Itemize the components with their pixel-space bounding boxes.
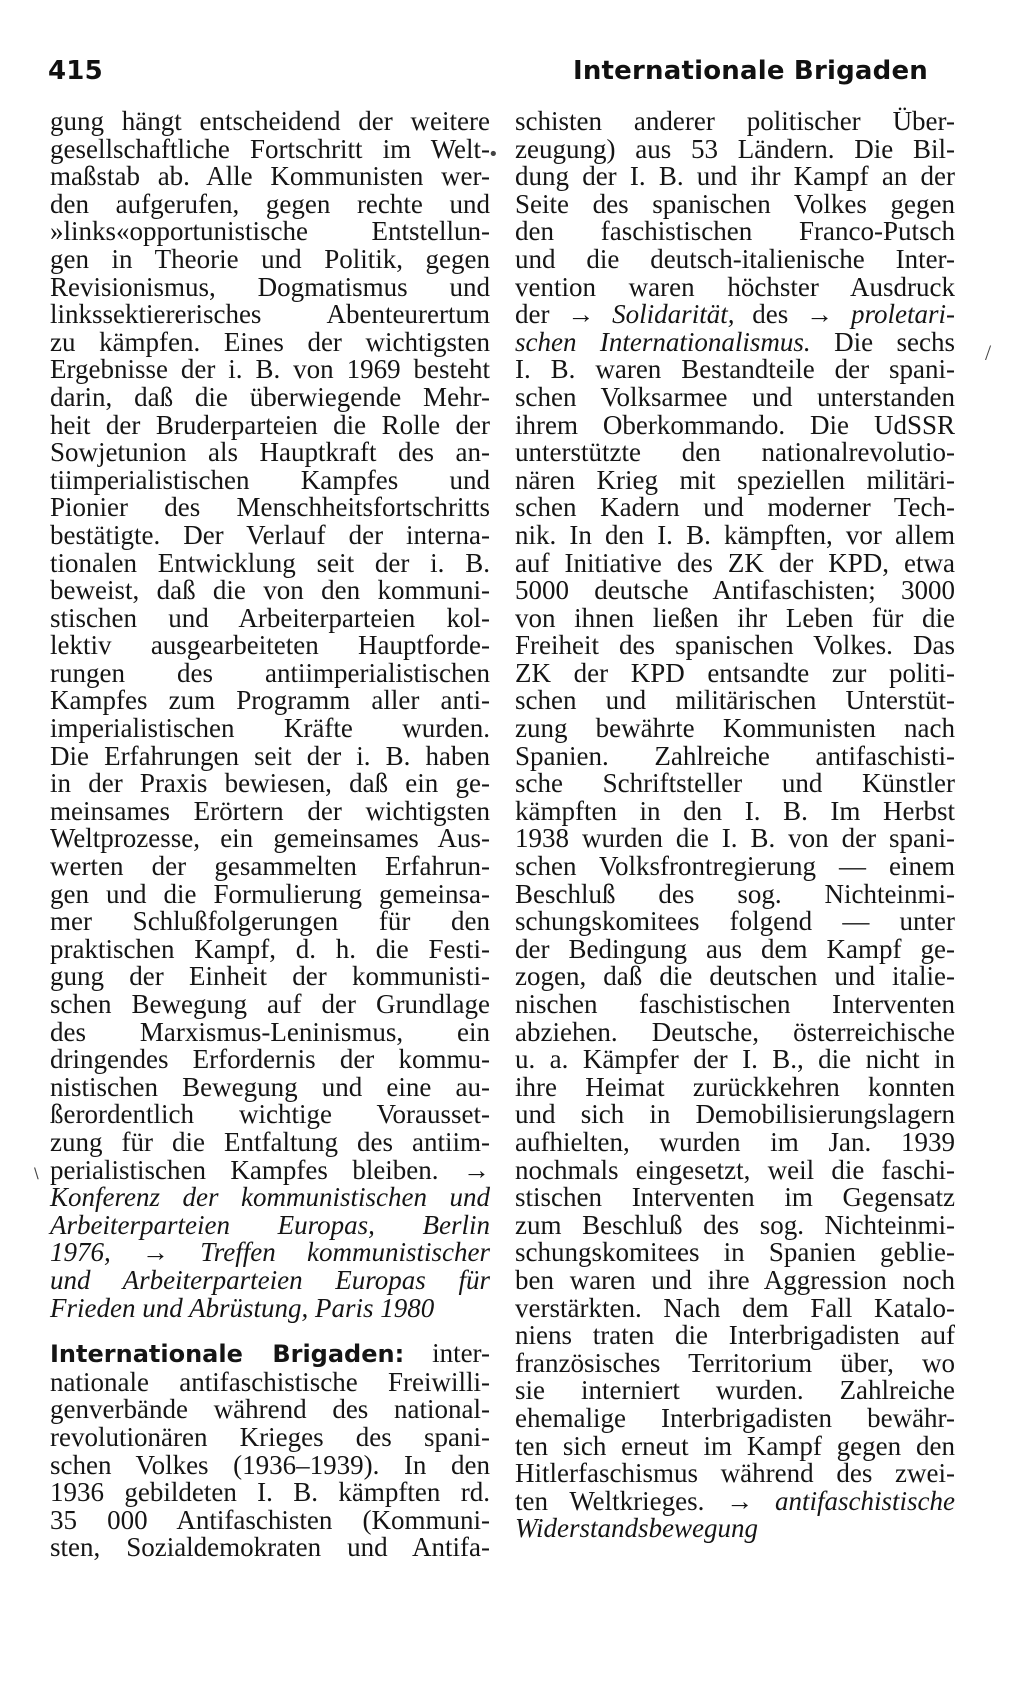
text-line: zung bewährte Kommunisten nach [515, 713, 955, 744]
text-line: vention waren höchster Ausdruck [515, 271, 955, 302]
text-line: werten der gesammelten Erfahrun- [50, 851, 490, 882]
text-line: nik. In den I. B. kämpften, vor allem [515, 519, 955, 550]
text-line: ihre Heimat zurückkehren konnten [515, 1071, 955, 1102]
cross-reference-widerstand-cont: Widerstandsbewegung [515, 1513, 758, 1544]
text-line: schen und militärischen Unterstüt- [515, 685, 955, 716]
entry-first-line-rest: inter- [404, 1338, 490, 1369]
text-line: 35 000 Antifaschisten (Kommuni- [50, 1504, 490, 1535]
left-column [50, 108, 490, 1562]
text-line: 1936 gebildeten I. B. kämpften rd. [50, 1477, 490, 1508]
cross-reference-widerstand: → antifaschistische [726, 1485, 955, 1516]
text-line: linkssektiererisches Abenteurertum [50, 299, 490, 330]
text-line: ßerordentlich wichtige Vorausset- [50, 1099, 490, 1130]
text-line: und sich in Demobilisierungslagern [515, 1099, 955, 1130]
text-line: 1938 wurden die I. B. von der spani- [515, 823, 955, 854]
text-line: stischen und Arbeiterparteien kol- [50, 602, 490, 633]
cross-reference-line: 1976, → Treffen kommunistischer [50, 1237, 490, 1268]
text-line: zum Beschluß des sog. Nichteinmi- [515, 1209, 955, 1240]
text-line: Pionier des Menschheitsfortschritts [50, 492, 490, 523]
text-line: 5000 deutsche Antifaschisten; 3000 [515, 575, 955, 606]
text-line: schungskomitees folgend — unter [515, 906, 955, 937]
text-fragment: des [734, 299, 807, 330]
text-line: imperialistischen Kräfte wurden. [50, 713, 490, 744]
text-line: I. B. waren Bestandteile der spani- [515, 354, 955, 385]
text-line: dung der I. B. und ihr Kampf an der [515, 161, 955, 192]
text-line: ten sich erneut im Kampf gegen den [515, 1430, 955, 1461]
text-fragment: ten Weltkrieges. [515, 1485, 727, 1516]
text-line: genverbände während des national- [50, 1394, 490, 1425]
text-line-with-references [515, 1485, 955, 1516]
text-line: Kampfes zum Programm aller anti- [50, 685, 490, 716]
text-line: und die deutsch-italienische Inter- [515, 243, 955, 274]
text-line: beweist, daß die von den kommuni- [50, 575, 490, 606]
text-line: darin, daß die überwiegende Mehr- [50, 381, 490, 412]
entry-headword: Internationale Brigaden: [50, 1340, 405, 1369]
text-line: unterstützte den nationalrevolutio- [515, 437, 955, 468]
text-fragment: der [515, 299, 568, 330]
right-column [515, 108, 955, 1543]
text-line: Spanien. Zahlreiche antifaschisti- [515, 740, 955, 771]
text-line: rungen des antiimperialistischen [50, 657, 490, 688]
running-title: Internationale Brigaden [572, 56, 928, 86]
text-line: kämpften in den I. B. Im Herbst [515, 795, 955, 826]
text-line: Die Erfahrungen seit der i. B. haben [50, 740, 490, 771]
text-line: Weltprozesse, ein gemeinsames Aus- [50, 823, 490, 854]
text-line: schen Volkes (1936–1939). In den [50, 1449, 490, 1480]
text-line: praktischen Kampf, d. h. die Festi- [50, 933, 490, 964]
text-line: nären Krieg mit speziellen militäri- [515, 464, 955, 495]
text-line: gung der Einheit der kommunisti- [50, 961, 490, 992]
margin-dot: • [488, 144, 499, 165]
cross-reference-line: Frieden und Abrüstung, Paris 1980 [50, 1292, 435, 1323]
text-line: heit der Bruderparteien die Rolle der [50, 409, 490, 440]
margin-slash: / [985, 340, 992, 365]
text-line: »links«opportunistische Entstellun- [50, 216, 490, 247]
text-line: lektiv ausgearbeiteten Hauptforde- [50, 630, 490, 661]
text-line-with-references [515, 326, 956, 357]
text-line: schen Volksfrontregierung — einem [515, 851, 955, 882]
text-line: zung für die Entfaltung des antiim- [50, 1126, 490, 1157]
text-line: perialistischen Kampfes bleiben. → [50, 1154, 490, 1185]
text-line: nistischen Bewegung und eine au- [50, 1071, 490, 1102]
text-line-with-references [515, 301, 955, 329]
text-fragment: Die sechs [810, 326, 956, 357]
text-line: Freiheit des spanischen Volkes. Das [515, 630, 955, 661]
cross-reference-solidaritaet: → Solidarität, [567, 299, 735, 330]
text-line: ehemalige Interbrigadisten bewähr- [515, 1402, 955, 1433]
text-line: bestätigte. Der Verlauf der interna- [50, 519, 490, 550]
text-line: nationale antifaschistische Freiwilli- [50, 1366, 490, 1397]
text-line: schen Bewegung auf der Grundlage [50, 989, 490, 1019]
text-line: mer Schlußfolgerungen für den [50, 906, 490, 937]
text-line: schisten anderer politischer Über- [515, 106, 955, 136]
text-line: gung hängt entscheidend der weitere [50, 106, 490, 136]
cross-reference-line: Arbeiterparteien Europas, Berlin [50, 1209, 490, 1240]
cross-reference-internationalismus: → proletari- [806, 299, 955, 330]
text-line: niens traten die Interbrigadisten auf [515, 1320, 955, 1351]
text-line: u. a. Kämpfer der I. B., die nicht in [515, 1044, 955, 1075]
text-line: abziehen. Deutsche, österreichische [515, 1016, 955, 1047]
text-line: schungskomitees in Spanien geblie- [515, 1237, 955, 1268]
text-line: zeugung) aus 53 Ländern. Die Bil- [515, 133, 955, 164]
entry-first-line [50, 1340, 490, 1369]
text-line: sie interniert wurden. Zahlreiche [515, 1375, 955, 1406]
text-line: ZK der KPD entsandte zur politi- [515, 657, 955, 688]
text-line: Revisionismus, Dogmatismus und [50, 271, 490, 302]
text-line: stischen Interventen im Gegensatz [515, 1182, 955, 1213]
text-line: gen in Theorie und Politik, gegen [50, 243, 490, 274]
text-line: revolutionären Krieges des spani- [50, 1421, 490, 1452]
text-line: maßstab ab. Alle Kommunisten wer- [50, 161, 490, 192]
text-line: aufhielten, wurden im Jan. 1939 [515, 1126, 955, 1157]
text-line: sche Schriftsteller und Künstler [515, 768, 955, 799]
text-line: der Bedingung aus dem Kampf ge- [515, 933, 955, 964]
text-line: tiimperialistischen Kampfes und [50, 464, 490, 495]
text-line: sten, Sozialdemokraten und Antifa- [50, 1532, 490, 1563]
text-line: ihrem Oberkommando. Die UdSSR [515, 409, 955, 440]
text-line: verstärkten. Nach dem Fall Katalo- [515, 1292, 955, 1323]
text-line: gesellschaftliche Fortschritt im Welt- [50, 133, 490, 164]
text-line: nochmals eingesetzt, weil die faschi- [515, 1154, 955, 1185]
cross-reference-line: Konferenz der kommunistischen und [50, 1182, 490, 1213]
text-line: Seite des spanischen Volkes gegen [515, 188, 955, 219]
text-line: tionalen Entwicklung seit der i. B. [50, 547, 490, 578]
text-line: Sowjetunion als Hauptkraft des an- [50, 437, 490, 468]
text-line: in der Praxis bewiesen, daß ein ge- [50, 768, 490, 799]
text-line: Beschluß des sog. Nichteinmi- [515, 878, 955, 909]
text-line: zu kämpfen. Eines der wichtigsten [50, 326, 490, 357]
text-line: nischen faschistischen Interventen [515, 989, 955, 1019]
page-number: 415 [48, 56, 103, 86]
text-line: gen und die Formulierung gemeinsa- [50, 878, 490, 909]
text-line: dringendes Erfordernis der kommu- [50, 1044, 490, 1075]
text-line: schen Volksarmee und unterstanden [515, 381, 955, 412]
text-line: ben waren und ihre Aggression noch [515, 1264, 955, 1295]
text-line: des Marxismus-Leninismus, ein [50, 1016, 490, 1047]
text-line: auf Initiative des ZK der KPD, etwa [515, 547, 955, 578]
cross-reference-line: und Arbeiterparteien Europas für [50, 1264, 490, 1295]
text-line: von ihnen ließen ihr Leben für die [515, 602, 955, 633]
cross-reference-internationalismus-cont: schen Internationalismus. [515, 326, 811, 357]
text-line: den aufgerufen, gegen rechte und [50, 188, 490, 219]
margin-tick: \ [34, 1166, 39, 1182]
text-line: zogen, daß die deutschen und italie- [515, 961, 955, 992]
text-line: den faschistischen Franco-Putsch [515, 216, 955, 247]
text-line: Ergebnisse der i. B. von 1969 besteht [50, 354, 490, 385]
text-line: Hitlerfaschismus während des zwei- [515, 1458, 955, 1489]
text-line: französisches Territorium über, wo [515, 1347, 955, 1378]
text-line: meinsames Erörtern der wichtigsten [50, 795, 490, 826]
text-line: schen Kadern und moderner Tech- [515, 492, 955, 523]
